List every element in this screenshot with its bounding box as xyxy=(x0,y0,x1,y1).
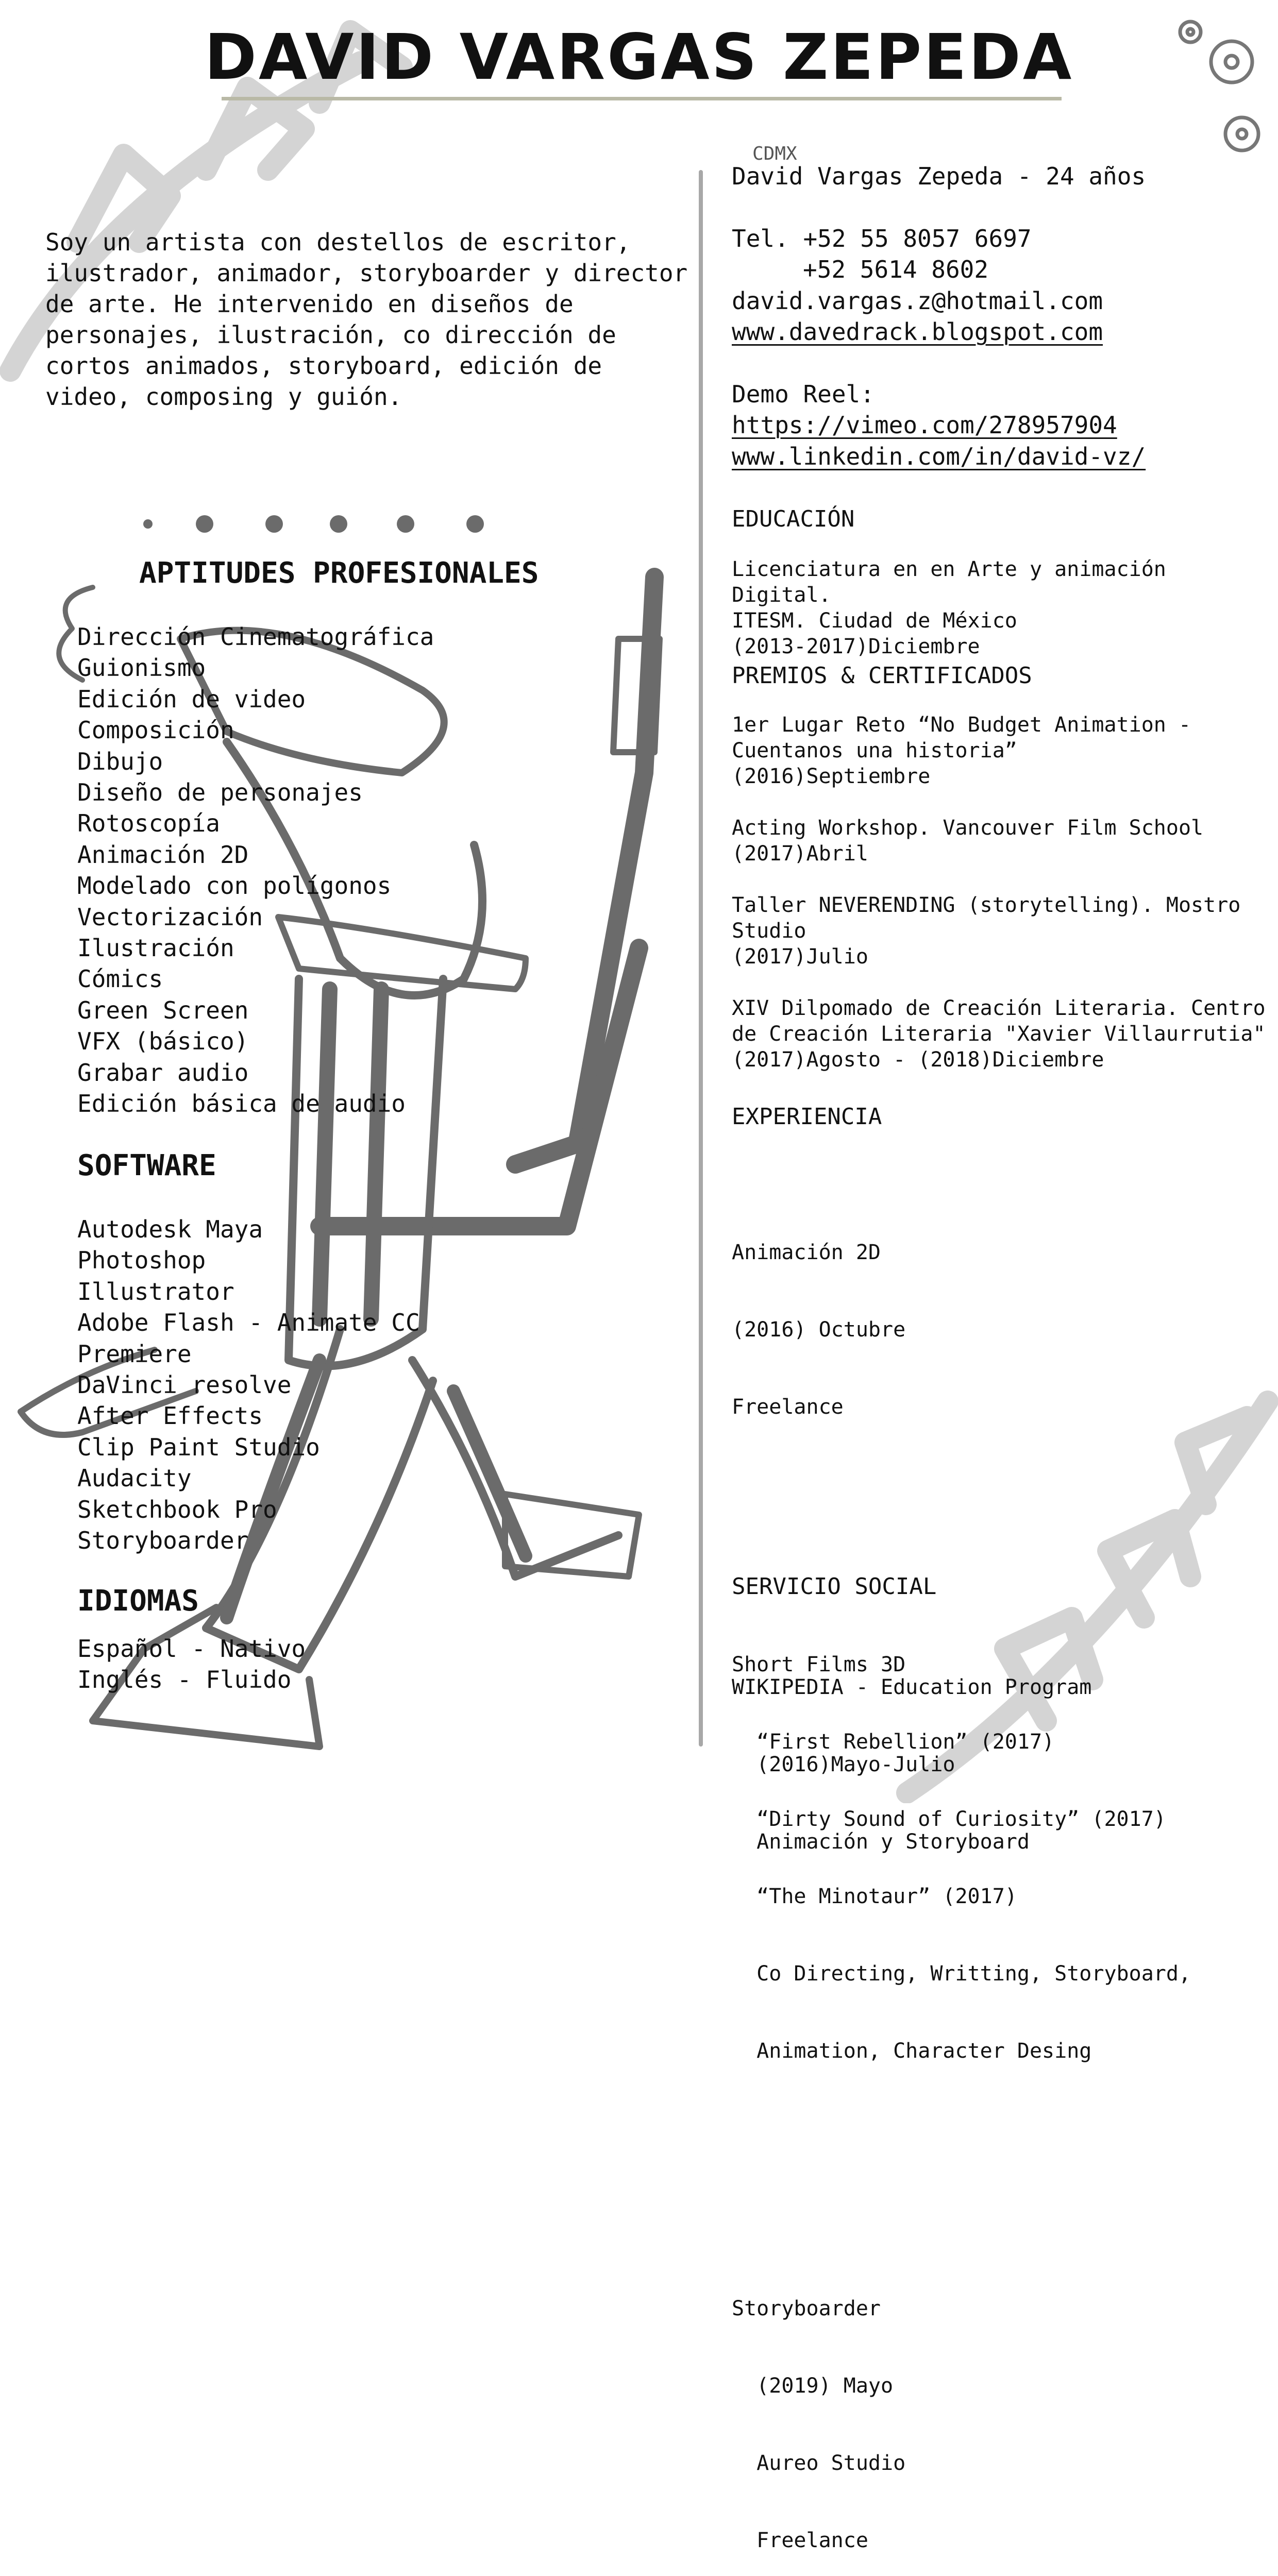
separator-dot xyxy=(466,515,484,533)
separator-dot xyxy=(397,515,414,533)
profile-summary: Soy un artista con destellos de escritor, ilustrador, animador, storyboarder y director de arte. He intervenido en diseños de personajes, ilustración, co dirección de cortos animados, storyboard, edición de video, composing y guión. xyxy=(45,228,688,411)
experience-line: “Dirty Sound of Curiosity” (2017) xyxy=(732,1807,1166,1831)
list-item: Dirección Cinematográfica xyxy=(77,623,434,651)
separator-dot xyxy=(196,515,213,533)
award-line: Acting Workshop. Vancouver Film School xyxy=(732,816,1204,840)
award-line: XIV Dilpomado de Creación Literaria. Centro xyxy=(732,996,1266,1020)
list-item: Vectorización xyxy=(77,903,263,931)
experience-line: (2019) Mayo xyxy=(732,2374,894,2398)
phone-secondary: +52 5614 8602 xyxy=(803,256,989,283)
award-line: Cuentanos una historia” xyxy=(732,739,1017,762)
list-item: Green Screen xyxy=(77,996,249,1024)
experience-line: Aureo Studio xyxy=(732,2451,906,2475)
experience-line: (2016) Octubre xyxy=(732,1318,906,1342)
list-item: Modelado con polígonos xyxy=(77,872,392,900)
social-line: WIKIPEDIA - Education Program xyxy=(732,1675,1092,1699)
list-item: Edición de video xyxy=(77,685,306,713)
list-item: Autodesk Maya xyxy=(77,1215,263,1243)
phone-primary: Tel. +52 55 8057 6697 xyxy=(732,224,1032,252)
page-title: DAVID VARGAS ZEPEDA xyxy=(204,21,1074,94)
award-entry xyxy=(732,892,1268,970)
social-line: Animación y Storyboard xyxy=(732,1830,1030,1854)
idiomas-list xyxy=(77,1633,306,1696)
list-item: Rotoscopía xyxy=(77,809,220,838)
awards-block xyxy=(732,712,1268,1073)
list-item: Español - Nativo xyxy=(77,1635,306,1663)
list-item: Composición xyxy=(77,716,234,744)
list-item: Audacity xyxy=(77,1464,192,1493)
list-item: After Effects xyxy=(77,1402,263,1430)
education-heading: EDUCACIÓN xyxy=(732,506,855,532)
education-line: ITESM. Ciudad de México xyxy=(732,609,1017,633)
experience-entry xyxy=(732,2244,1268,2576)
list-item: Animación 2D xyxy=(77,840,249,869)
location-label: CDMX xyxy=(752,143,797,164)
idiomas-heading: IDIOMAS xyxy=(77,1584,199,1618)
experience-line: Freelance xyxy=(732,2529,868,2552)
experience-line: Co Directing, Writting, Storyboard, xyxy=(732,1962,1191,1986)
award-line: 1er Lugar Reto “No Budget Animation - xyxy=(732,713,1191,737)
social-service-heading: SERVICIO SOCIAL xyxy=(732,1573,937,1600)
demo-reel-label: Demo Reel: xyxy=(732,380,875,408)
name-age: David Vargas Zepeda - 24 años xyxy=(732,162,1146,190)
experience-heading: EXPERIENCIA xyxy=(732,1104,882,1130)
social-service-block xyxy=(732,1623,1268,1880)
aptitudes-list xyxy=(77,621,434,1120)
award-entry xyxy=(732,815,1268,867)
software-heading: SOFTWARE xyxy=(77,1149,216,1182)
vimeo-link[interactable]: https://vimeo.com/278957904 xyxy=(732,411,1117,439)
separator-dot xyxy=(330,515,347,533)
list-item: Clip Paint Studio xyxy=(77,1433,320,1461)
software-list xyxy=(77,1214,420,1556)
experience-line: Freelance xyxy=(732,1395,844,1419)
list-item: Edición básica de audio xyxy=(77,1090,406,1118)
award-entry xyxy=(732,995,1268,1073)
award-line: (2017)Agosto - (2018)Diciembre xyxy=(732,1048,1104,1072)
social-line: (2016)Mayo-Julio xyxy=(732,1753,955,1776)
award-line: de Creación Literaria "Xavier Villaurrutia" xyxy=(732,1022,1266,1046)
award-line: (2017)Julio xyxy=(732,945,868,969)
separator-dots xyxy=(139,510,500,536)
experience-line: Animation, Character Desing xyxy=(732,2039,1092,2063)
title-underline xyxy=(222,97,1062,100)
aptitudes-heading: APTITUDES PROFESIONALES xyxy=(139,556,539,590)
education-line: (2013-2017)Diciembre xyxy=(732,635,980,658)
linkedin-link[interactable]: www.linkedin.com/in/david-vz/ xyxy=(732,442,1146,470)
list-item: Storyboarder xyxy=(77,1527,249,1555)
blog-link[interactable]: www.davedrack.blogspot.com xyxy=(732,318,1103,346)
list-item: Photoshop xyxy=(77,1246,206,1275)
list-item: Guionismo xyxy=(77,654,206,682)
contact-block xyxy=(732,161,1268,472)
experience-line: “First Rebellion” (2017) xyxy=(732,1730,1055,1754)
list-item: Adobe Flash - Animate CC xyxy=(77,1309,420,1337)
education-line: Licenciatura en en Arte y animación Digital. xyxy=(732,557,1166,607)
awards-heading: PREMIOS & CERTIFICADOS xyxy=(732,663,1032,689)
list-item: Ilustración xyxy=(77,934,234,962)
award-entry xyxy=(732,712,1268,789)
education-block xyxy=(732,556,1268,659)
list-item: Premiere xyxy=(77,1340,192,1368)
experience-line: Animación 2D xyxy=(732,1241,881,1264)
experience-line: “The Minotaur” (2017) xyxy=(732,1885,1017,1908)
separator-dot xyxy=(265,515,283,533)
award-line: (2017)Abril xyxy=(732,842,868,866)
list-item: Sketchbook Pro xyxy=(77,1495,277,1523)
award-line: Studio xyxy=(732,919,806,943)
experience-entry xyxy=(732,1188,1268,1471)
separator-dot xyxy=(143,519,153,529)
experience-line: Short Films 3D xyxy=(732,1653,906,1676)
email-link[interactable]: david.vargas.z@hotmail.com xyxy=(732,286,1103,315)
list-item: Illustrator xyxy=(77,1277,234,1306)
award-line: (2016)Septiembre xyxy=(732,765,931,788)
award-line: Taller NEVERENDING (storytelling). Mostro xyxy=(732,893,1241,917)
list-item: Grabar audio xyxy=(77,1058,249,1087)
list-item: Diseño de personajes xyxy=(77,778,363,807)
list-item: Inglés - Fluido xyxy=(77,1666,292,1694)
list-item: VFX (básico) xyxy=(77,1027,249,1056)
list-item: DaVinci resolve xyxy=(77,1371,292,1399)
list-item: Dibujo xyxy=(77,747,163,775)
experience-line: Storyboarder xyxy=(732,2297,881,2320)
list-item: Cómics xyxy=(77,965,163,993)
